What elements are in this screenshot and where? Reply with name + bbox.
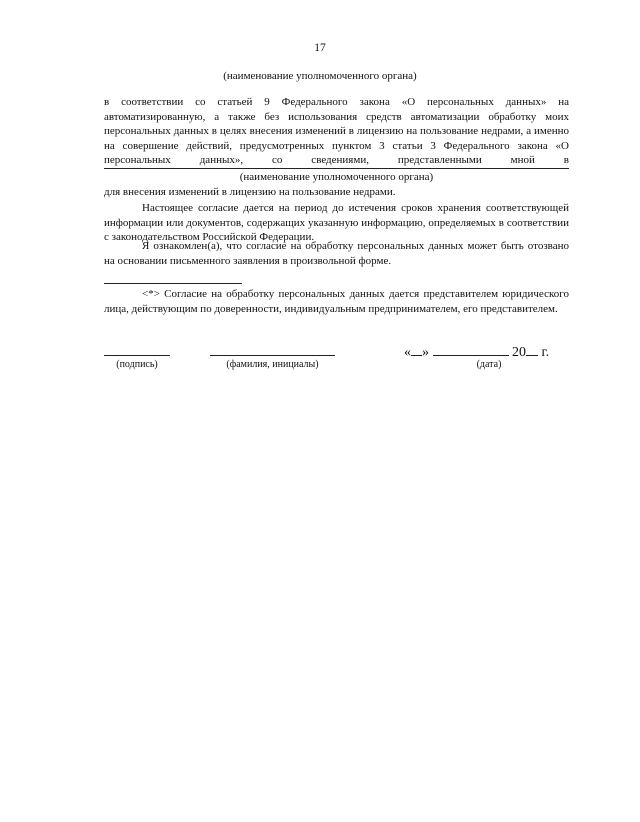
- consent-paragraph-2: Настоящее согласие дается на период до истечения сроков хранения соответствующей информации или документов, содержащих указанную информацию, определяемых в соответствии с законодательством Российской Федерации.: [104, 202, 569, 244]
- date-caption: (дата): [476, 359, 502, 370]
- signature-line: [104, 355, 170, 356]
- year-blank: [526, 343, 538, 356]
- year-suffix: г.: [541, 345, 550, 360]
- organ-caption-inline: (наименование уполномоченного органа): [239, 171, 434, 183]
- page-number: 17: [314, 42, 326, 54]
- consent-paragraph-3: Я ознакомлен(а), что согласие на обработку персональных данных может быть отозвано на основании письменного заявления в произвольной форме.: [104, 240, 569, 267]
- consent-paragraph-1: в соответствии со статьей 9 Федерального закона «О персональных данных» на автоматизированную, а также без использования средств автоматизации обработку моих персональных данных в целях внесения изменений в лицензию на пользование недрами, а именно на совершение действий, предусмотренных пунктом 3 статьи 3 Федерального закона «О персональных данных», со сведениями, представленными мной в: [104, 96, 569, 167]
- footnote-text: <*> Согласие на обработку персональных данных дается представителем юридического лица, действующим по доверенности, индивидуальным предпринимателем, его представителем.: [104, 288, 569, 315]
- day-blank: [411, 343, 422, 356]
- date-open-quote: «: [404, 345, 411, 360]
- organ-caption-top: (наименование уполномоченного органа): [223, 70, 417, 82]
- signature-caption: (подпись): [116, 359, 158, 370]
- footnote-separator: [104, 283, 242, 284]
- date-close-quote: »: [422, 345, 429, 360]
- name-line: [210, 355, 335, 356]
- organ-fill-line: [104, 168, 569, 169]
- name-caption: (фамилия, инициалы): [226, 359, 319, 370]
- purpose-line: для внесения изменений в лицензию на пользование недрами.: [104, 186, 396, 198]
- month-blank: [433, 343, 509, 356]
- year-prefix: 20: [512, 345, 526, 360]
